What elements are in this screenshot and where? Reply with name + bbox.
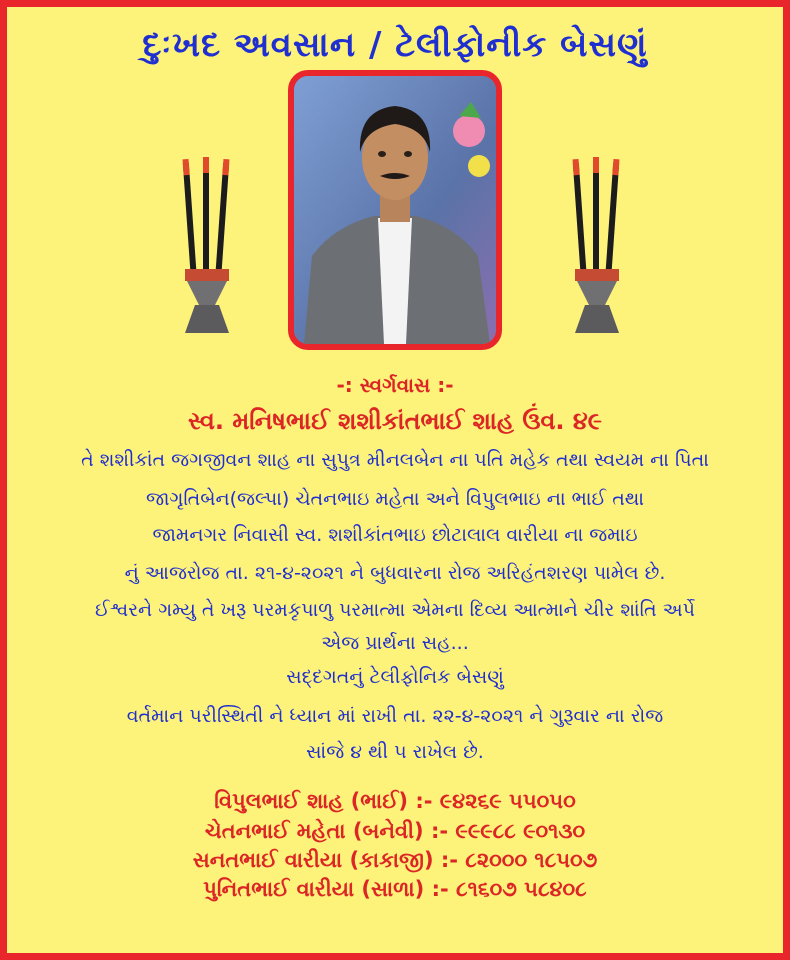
- body-line: જાગૃતિબેન(જલ્પા) ચેતનભાઇ મહેતા અને વિપુલભાઇ ના ભાઈ તથા: [145, 488, 645, 510]
- contact-line: વિપુલભાઈ શાહ (ભાઈ) :- ૯૪૨૬૯ ૫૫૦૫૦: [214, 789, 576, 813]
- body-line: ઈશ્વરને ગમ્યુ તે ખરૂ પરમકૃપાળુ પરમાત્મા એમના દિવ્ય આત્માને ચીર શાંતિ અર્પે: [95, 599, 695, 621]
- body-line: જામનગર નિવાસી સ્વ. શશીકાંતભાઇ છોટાલાલ વારીયા ના જમાઇ: [152, 524, 638, 546]
- contact-line: પુનિતભાઈ વારીયા (સાળા) :- ૮૧૬૦૭ ૫૮૪૦૮: [203, 877, 587, 901]
- section-heading: -: સ્વર્ગવાસ :-: [336, 373, 454, 397]
- incense-right-icon: [567, 157, 627, 337]
- body-line: સાંજે ૪ થી ૫ રાખેલ છે.: [306, 741, 484, 763]
- body-line: નું આજરોજ તા. ૨૧-૪-૨૦૨૧ ને બુધવારના રોજ અરિહંતશરણ પામેલ છે.: [124, 562, 666, 584]
- portrait-photo: [288, 70, 502, 350]
- incense-left-icon: [177, 157, 237, 337]
- contact-line: ચેતનભાઈ મહેતા (બનેવી) :- ૯૯૯૮૮ ૯૦૧૩૦: [204, 819, 586, 843]
- page-title: દુઃખદ અવસાન / ટેલીફોનીક બેસણું: [142, 25, 648, 65]
- body-line: વર્તમાન પરીસ્થિતી ને ધ્યાન માં રાખી તા. ૨૨-૪-૨૦૨૧ ને ગુરૂવાર ના રોજ: [126, 705, 664, 727]
- body-line: એજ પ્રાર્થના સહ...: [321, 632, 469, 654]
- deceased-name: સ્વ. મનિષભાઈ શશીકાંતભાઈ શાહ ઉંવ. ૪૯: [188, 407, 602, 435]
- body-line: સદ્દગતનું ટેલીફોનિક બેસણું: [286, 666, 504, 688]
- contact-line: સનતભાઈ વારીયા (કાકાજી) :- ૮૨૦૦૦ ૧૮૫૦૭: [192, 848, 598, 872]
- body-line: તે શશીકાંત જગજીવન શાહ ના સુપુત્ર મીનલબેન ના પતિ મહેક તથા સ્વયમ ના પિતા: [81, 449, 709, 471]
